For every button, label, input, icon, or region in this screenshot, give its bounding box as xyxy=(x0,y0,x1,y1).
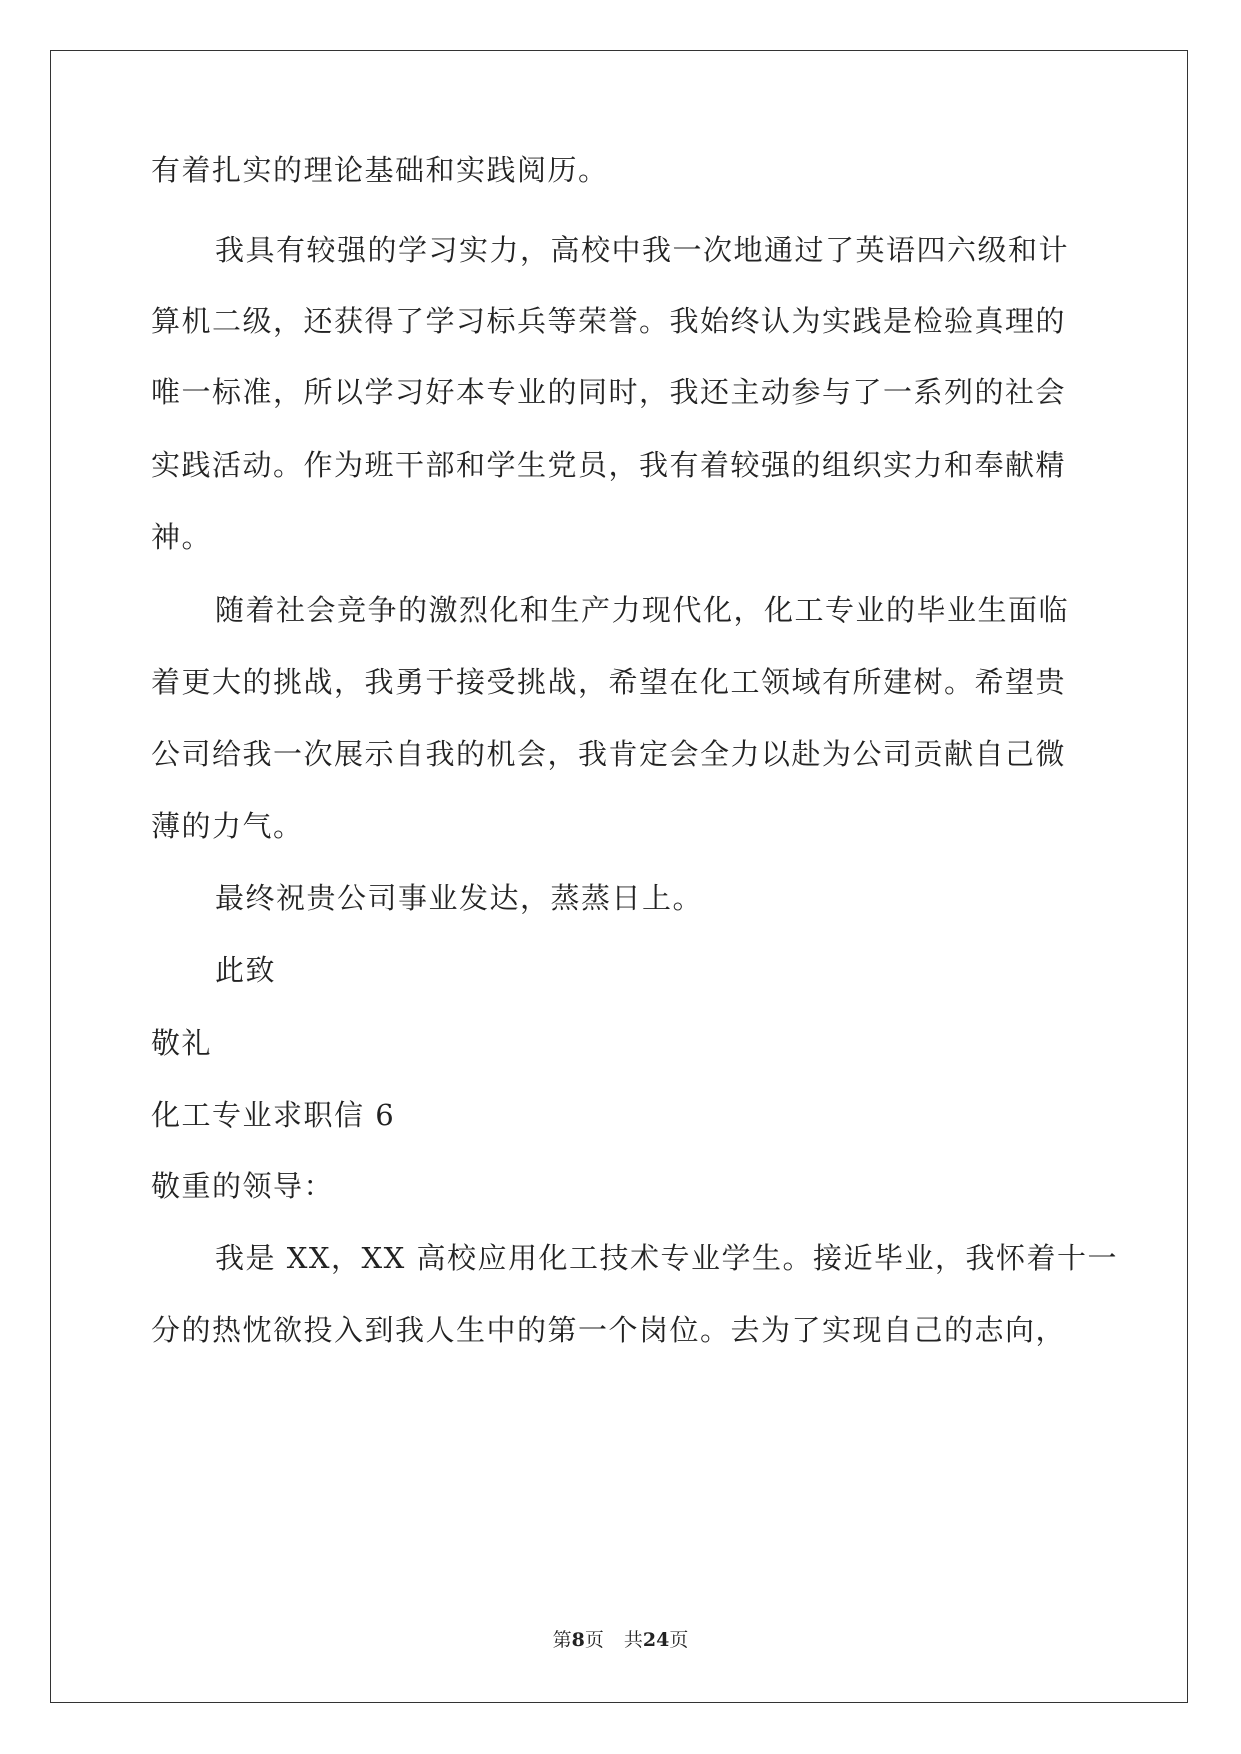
text-line: 薄的力气。 xyxy=(151,809,304,843)
total-pages: 24 xyxy=(642,1629,670,1651)
letter-greeting: 敬重的领导： xyxy=(151,1169,335,1203)
text-line: 有着扎实的理论基础和实践阅历。 xyxy=(151,153,609,187)
total-suffix: 页 xyxy=(669,1629,689,1651)
salutation-closing: 此致 xyxy=(215,953,277,987)
text-line: 实践活动。作为班干部和学生党员，我有着较强的组织实力和奉献精 xyxy=(151,448,1067,482)
page-footer xyxy=(0,1628,1241,1652)
text-line: 唯一标准，所以学习好本专业的同时，我还主动参与了一系列的社会 xyxy=(151,375,1067,409)
page-border xyxy=(50,50,1188,1703)
total-prefix: 共 xyxy=(623,1629,643,1651)
closing-wish: 最终祝贵公司事业发达，蒸蒸日上。 xyxy=(215,881,704,915)
page-suffix: 页 xyxy=(584,1629,604,1651)
paragraph-start: 随着社会竞争的激烈化和生产力现代化，化工专业的毕业生面临 xyxy=(215,593,1070,627)
section-title: 化工专业求职信 6 xyxy=(151,1098,396,1132)
salutation-regards: 敬礼 xyxy=(151,1026,213,1060)
page-number: 8 xyxy=(571,1629,585,1651)
page-prefix: 第 xyxy=(552,1629,572,1651)
text-line: 神。 xyxy=(151,520,213,554)
text-line: 着更大的挑战，我勇于接受挑战，希望在化工领域有所建树。希望贵 xyxy=(151,665,1067,699)
text-line: 分的热忱欲投入到我人生中的第一个岗位。去为了实现自己的志向， xyxy=(151,1313,1067,1347)
paragraph-start: 我是 XX，XX 高校应用化工技术专业学生。接近毕业，我怀着十一 xyxy=(215,1241,1119,1275)
paragraph-start: 我具有较强的学习实力，高校中我一次地通过了英语四六级和计 xyxy=(215,233,1070,267)
text-line: 算机二级，还获得了学习标兵等荣誉。我始终认为实践是检验真理的 xyxy=(151,304,1067,338)
text-line: 公司给我一次展示自我的机会，我肯定会全力以赴为公司贡献自己微 xyxy=(151,737,1067,771)
